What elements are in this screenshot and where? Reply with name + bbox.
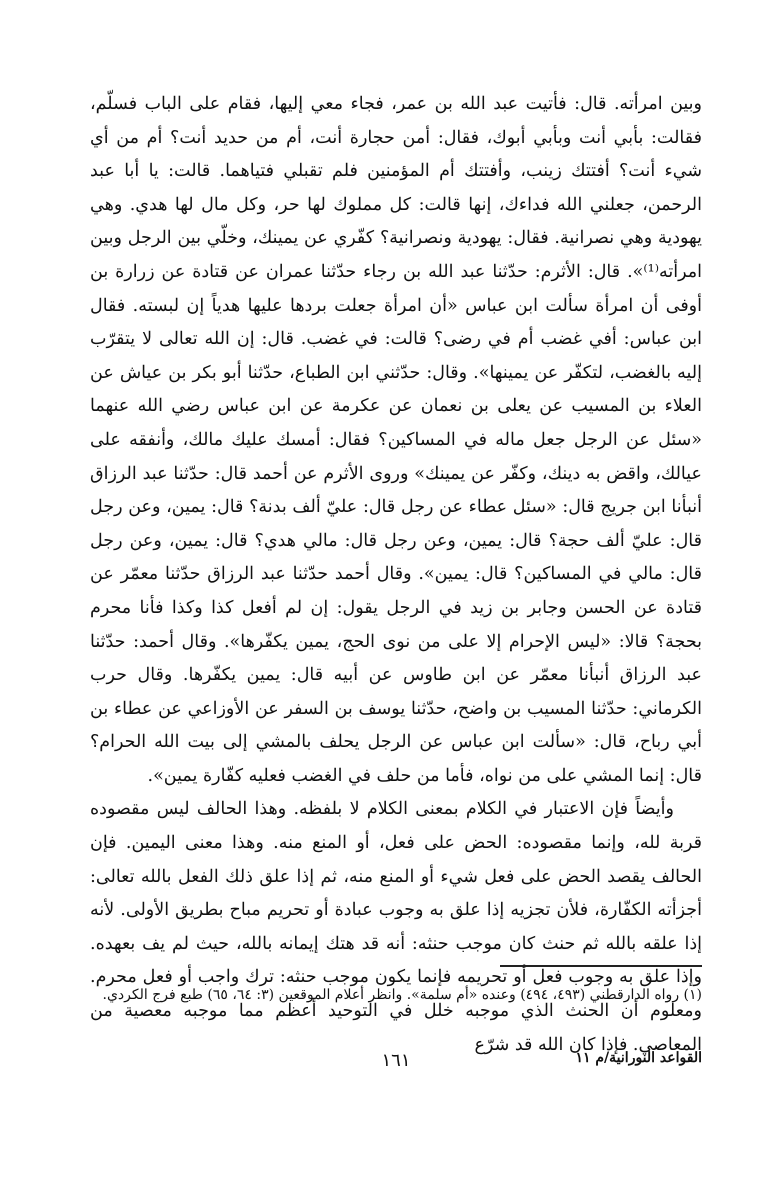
page-footer bbox=[90, 1050, 702, 1080]
footnote-1: (١) رواه الدارقطني (٤٩٣، ٤٩٤) وعنده «أم سلمة». وانظر أعلام الموقعين (٣: ٦٤، ٦٥) طبع فرج الكردي. bbox=[102, 987, 702, 1003]
footnote-divider bbox=[500, 965, 702, 967]
main-text bbox=[90, 88, 702, 1062]
paragraph-2: وأيضاً فإن الاعتبار في الكلام بمعنى الكلام لا بلفظه. وهذا الحالف ليس مقصوده قربة لله، وإنما مقصوده: الحض على فعل، أو المنع منه. وهذا معنى اليمين. فإن الحالف يقصد الحض على فعل شيء أو المنع منه، ثم إذا علق ذلك الفعل بالله تعالى: أجزأته الكفّارة، فلأن تجزيه إذا علق به وجوب عبادة أو تحريم مباح بطريق الأولى. لأنه إذا علقه بالله ثم حنث كان موجب حنثه: أنه قد هتك إيمانه بالله، حيث لم يف بعهده. وإذا علق به وجوب فعل أو تحريمه فإنما يكون موجب حنثه: ترك واجب أو فعل محرم. ومعلوم أن الحنث الذي موجبه خلل في التوحيد أعظم مما موجبه معصية من المعاصي. فإذا كان الله قد شرّع bbox=[90, 799, 702, 1055]
paragraph-1: وبين امرأته. قال: فأتيت عبد الله بن عمر، فجاء معي إليها، فقام على الباب فسلّم، فقالت: بأبي أنت وبأبي أبوك، فقال: أمن حجارة أنت، أم من حديد أنت؟ أم من أي شيء أنت؟ أفتتك زينب، وأفتتك أم المؤمنين فلم تقبلي فتياهما. قالت: يا أبا عبد الرحمن، جعلني الله فداءك، إنها قالت: كل مملوك لها حر، وكل مال لها هدي. وهي يهودية وهي نصرانية. فقال: يهودية ونصرانية؟ كفّري عن يمينك، وخلّي بين الرجل وبين امرأته⁽¹⁾». قال: الأثرم: حدّثنا عبد الله بن رجاء حدّثنا عمران عن قتادة عن زرارة بن أوفى أن امرأة سألت ابن عباس «أن امرأة جعلت بردها عليها هدياً إن لبسته. فقال ابن عباس: أفي غضب أم في رضى؟ قالت: في غضب. قال: إن الله تعالى لا يتقرّب إليه بالغضب، لتكفّر عن يمينها». وقال: حدّثني ابن الطباع، حدّثنا أبو بكر بن عياش عن العلاء بن المسيب عن يعلى بن نعمان عن عكرمة عن ابن عباس رضي الله عنهما «سئل عن الرجل جعل ماله في المساكين؟ فقال: أمسك عليك مالك، وأنفقه على عيالك، واقض به دينك، وكفّر عن يمينك» وروى الأثرم عن أحمد قال: حدّثنا عبد الرزاق أنبأنا ابن جريج قال: «سئل عطاء عن رجل قال: عليّ ألف بدنة؟ قال: يمين، وعن رجل قال: عليّ ألف حجة؟ قال: يمين، وعن رجل قال: مالي هدي؟ قال: يمين، وعن رجل قال: مالي في المساكين؟ قال: يمين». وقال أحمد حدّثنا عبد الرزاق حدّثنا معمّر عن قتادة عن الحسن وجابر بن زيد في الرجل يقول: إن لم أفعل كذا وكذا فأنا محرم بحجة؟ قالا: «ليس الإحرام إلا على من نوى الحج، يمين يكفّرها». وقال أحمد: حدّثنا عبد الرزاق أنبأنا معمّر عن ابن طاوس عن أبيه قال: يمين يكفّرها. وقال حرب الكرماني: حدّثنا المسيب بن واضح، حدّثنا يوسف بن السفر عن الأوزاعي عن عطاء بن أبي رباح، قال: «سألت ابن عباس عن الرجل يحلف بالمشي إلى بيت الله الحرام؟ قال: إنما المشي على من نواه، فأما من حلف في الغضب فعليه كفّارة يمين». bbox=[90, 94, 703, 786]
footnote bbox=[90, 982, 702, 1008]
running-title: القواعد النورانية/م ١١ bbox=[575, 1050, 702, 1066]
page-number: ١٦١ bbox=[381, 1050, 411, 1071]
